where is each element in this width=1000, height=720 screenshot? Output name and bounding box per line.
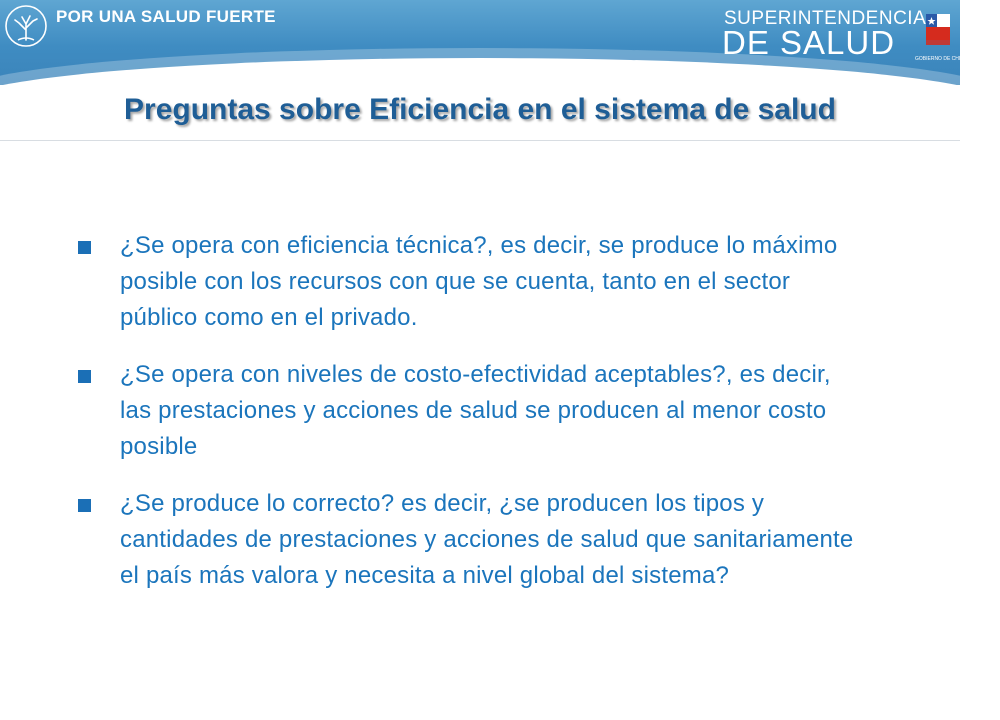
square-bullet-icon [78, 370, 91, 383]
org-name-line1: SUPERINTENDENCIA [724, 8, 927, 29]
government-caption: GOBIERNO DE CHILE [915, 56, 967, 62]
header-banner [0, 0, 967, 85]
slide-title: Preguntas sobre Eficiencia en el sistema de salud [124, 93, 836, 126]
square-bullet-icon [78, 499, 91, 512]
bullet-item [74, 228, 864, 336]
bullet-text: ¿Se opera con niveles de costo-efectividad aceptables?, es decir, las prestaciones y acciones de salud se producen al menor costo posible [120, 361, 831, 460]
tree-icon [4, 4, 48, 48]
campaign-slogan: POR UNA SALUD FUERTE [56, 7, 276, 26]
bullet-text: ¿Se produce lo correcto? es decir, ¿se producen los tipos y cantidades de prestaciones y acciones de salud que sanitariamente el país más valora y necesita a nivel global del sistema? [120, 490, 854, 589]
organization-logo [722, 8, 927, 61]
government-shield-icon [918, 10, 956, 52]
bullet-list [74, 228, 864, 615]
title-divider [0, 140, 960, 141]
bullet-text: ¿Se opera con eficiencia técnica?, es decir, se produce lo máximo posible con los recursos con que se cuenta, tanto en el sector público como en el privado. [120, 232, 838, 331]
bullet-item [74, 486, 864, 594]
org-name-line2: DE SALUD [722, 24, 896, 61]
square-bullet-icon [78, 241, 91, 254]
bullet-item [74, 357, 864, 465]
